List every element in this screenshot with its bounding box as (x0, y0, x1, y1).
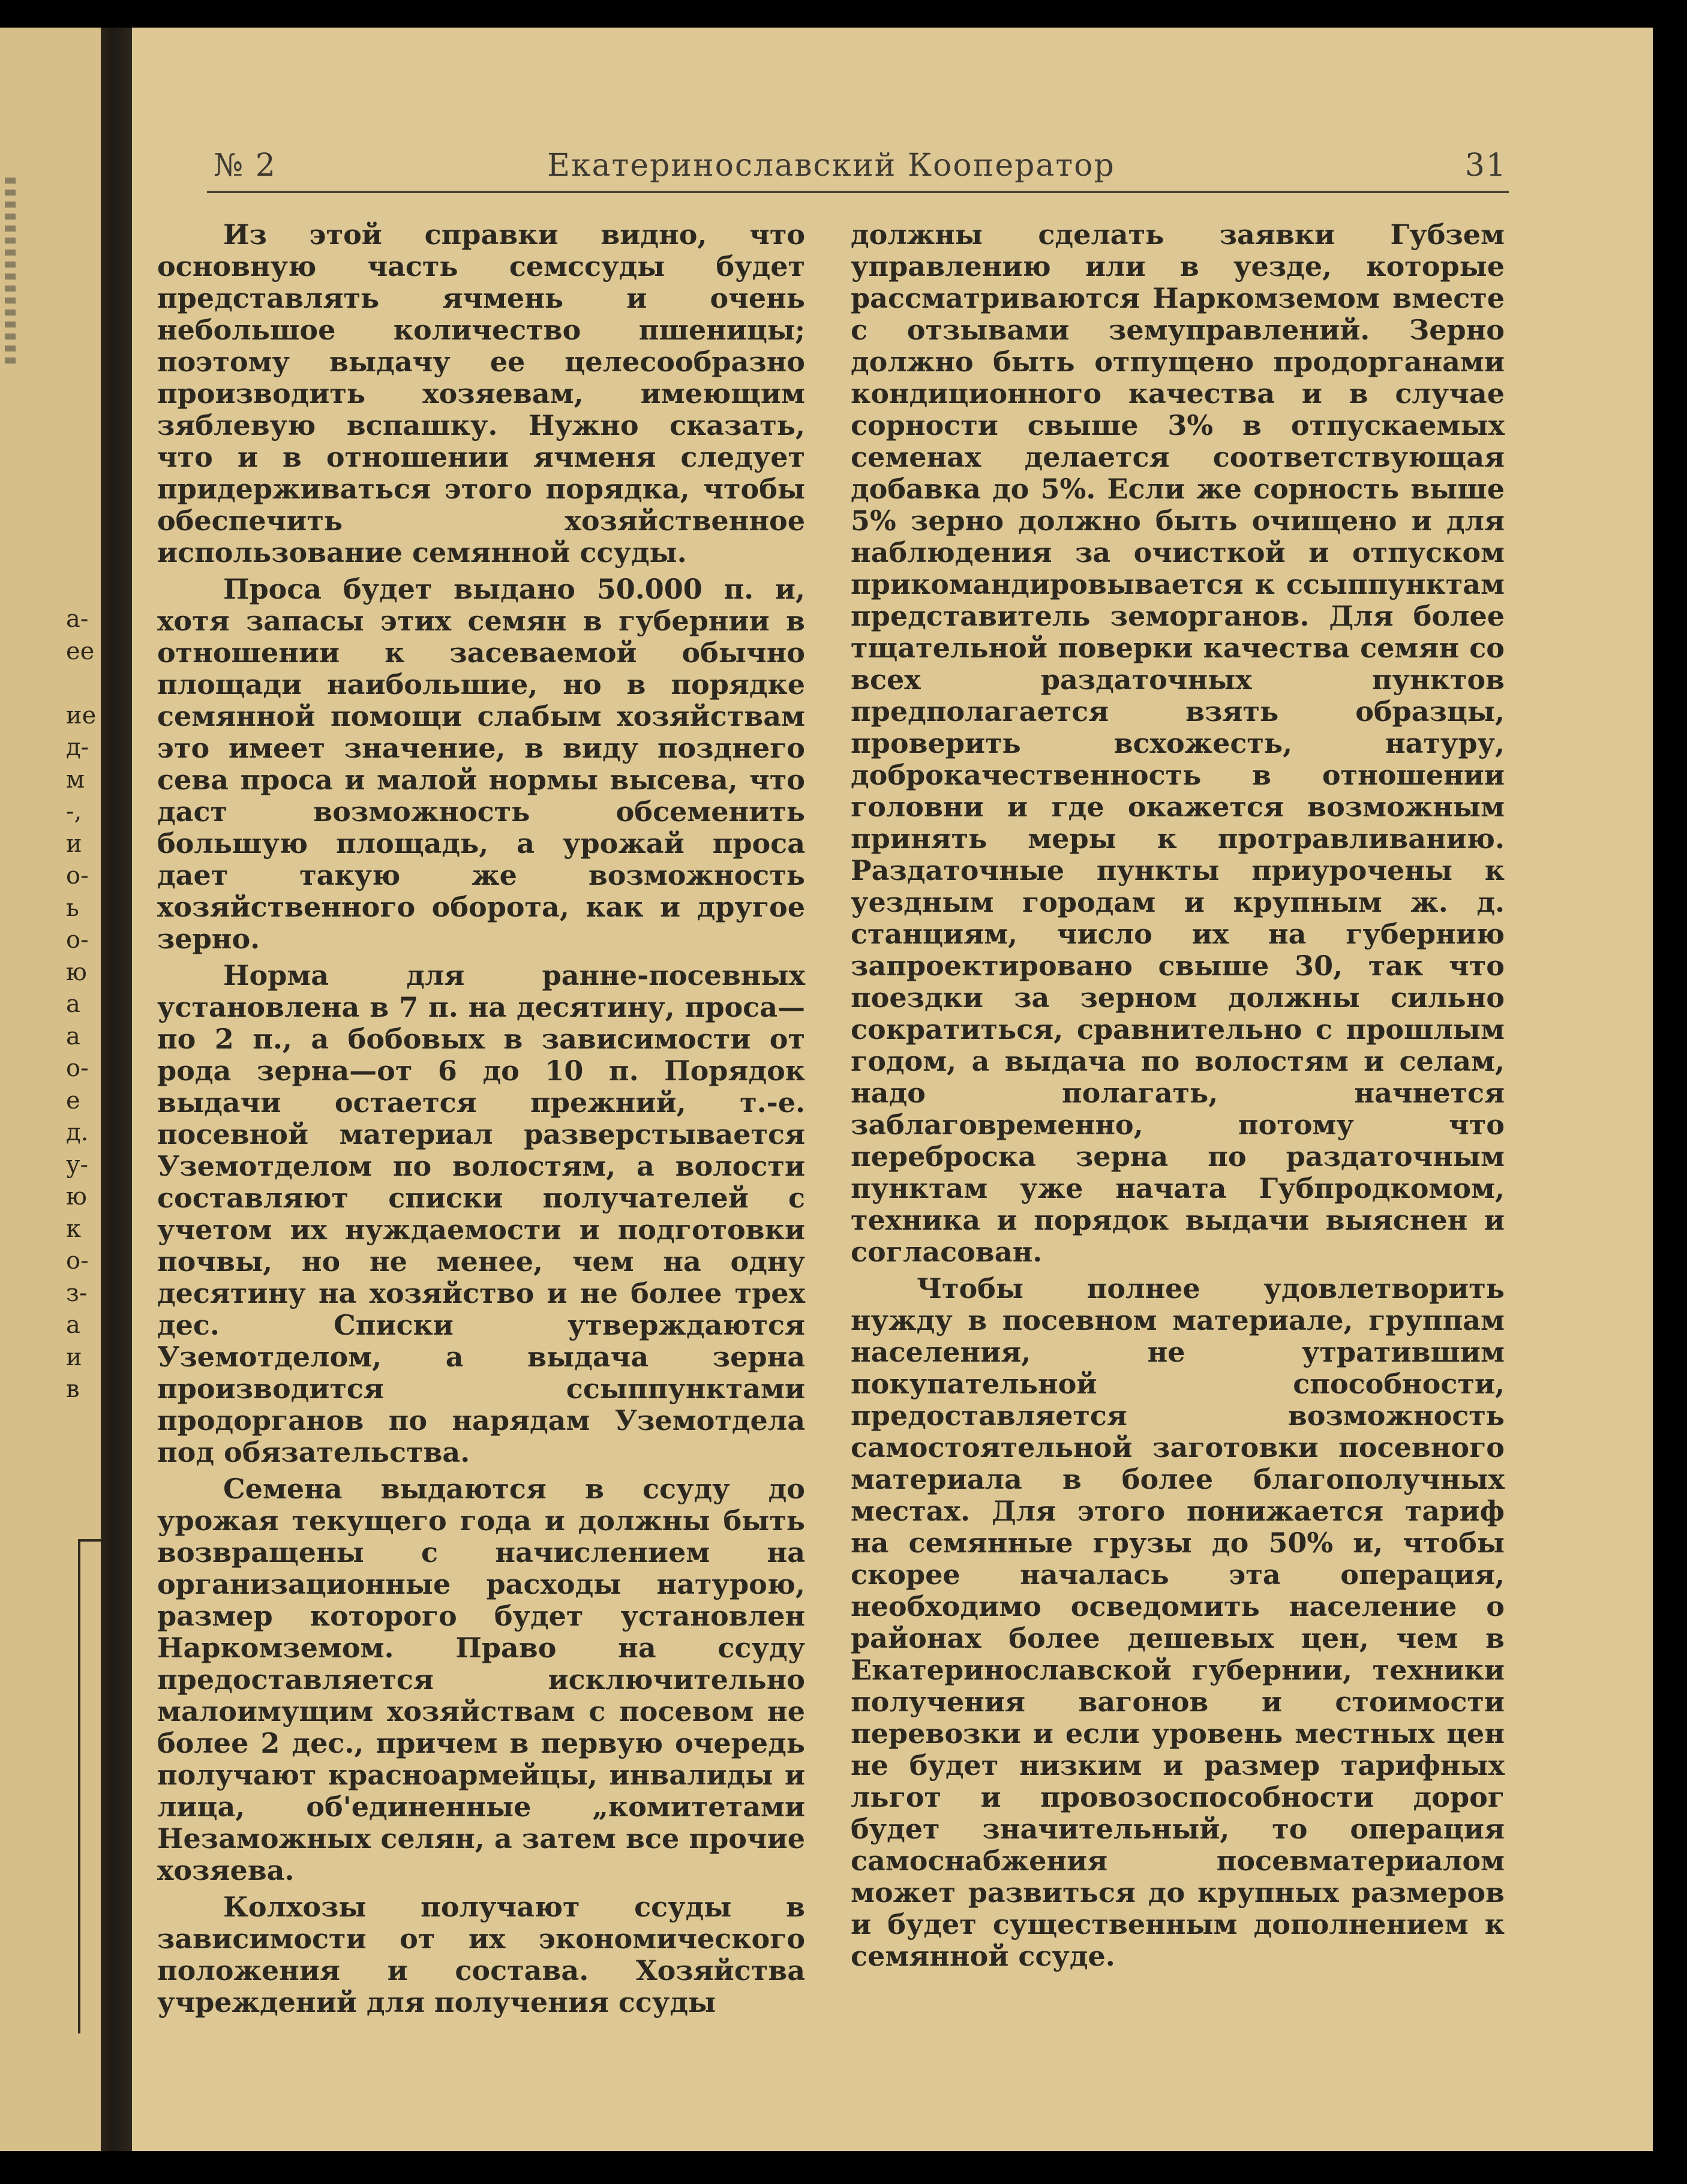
previous-page-marks (5, 178, 16, 369)
paragraph: Семена выдаются в ссуду до урожая текущего года и должны быть возвращены с начислением на организационные расходы натурою, размер которого будет установлен Наркомземом. Право на ссуду предоставляется исключительно малоимущим хозяйствам с посевом не более 2 дес., причем в первую очередь получают красноармейцы, инвалиды и лица, об'единенные „комитетами Незаможных селян, а затем все прочие хозяева. (157, 1473, 805, 1886)
journal-title: Екатеринославский Кооператор (547, 148, 1115, 184)
paragraph: Из этой справки видно, что основную часть семссуды будет представлять ячмень и очень небольшое количество пшеницы; поэтому выдачу ее целесообразно производить хозяевам, имеющим зяблевую вспашку. Нужно сказать, что и в отношении ячменя следует придерживаться этого порядка, чтобы обеспечить хозяйственное использование семянной ссуды. (157, 218, 805, 569)
right-column (851, 219, 1505, 1972)
book-spine (101, 28, 132, 2151)
previous-page-text-fragments: а- ее ие д- м -, и о- ь о- ю а а о- е д. у- ю к о- з- а и в (66, 605, 97, 1403)
running-header (211, 148, 1507, 190)
paragraph: Колхозы получают ссуды в зависимости от их экономического положения и состава. Хозяйства учреждений для получения ссуды (157, 1891, 805, 2018)
paragraph-continuation: должны сделать заявки Губзем управлению или в уезде, которые рассматриваются Наркомземом вместе с отзывами земуправлений. Зерно должно быть отпущено продорганами кондиционного качества и в случае сорности свыше 3% в отпускаемых семенах делается соответствующая добавка до 5%. Если же сорность выше 5% зерно должно быть очищено и для наблюдения за очисткой и отпуском прикомандировывается к ссыппунктам представитель земорганов. Для более тщательной поверки качества семян со всех раздаточных пунктов предполагается взять образцы, проверить всхожесть, натуру, доброкачественность в отношении головни и где окажется возможным принять меры к протравливанию. Раздаточные пункты приурочены к уездным городам и крупным ж. д. станциям, число их на губернию запроектировано свыше 30, так что поездки за зерном должны сильно сократиться, сравнительно с прошлым годом, а выдача по волостям и селам, надо полагать, начнется заблаговременно, потому что переброска зерна по раздаточным пунктам уже начата Губпродкомом, техника и порядок выдачи выяснен и согласован. (851, 218, 1505, 1268)
left-column (157, 219, 805, 2018)
paragraph: Чтобы полнее удовлетворить нужду в посевном материале, группам населения, не утратившим покупательной способности, предоставляется возможность самостоятельной заготовки посевного материала в более благополучных местах. Для этого понижается тариф на семянные грузы до 50% и, чтобы скорее началась эта операция, необходимо осведомить население о районах более дешевых цен, чем в Екатеринославской губернии, техники получения вагонов и стоимости перевозки и если уровень местных цен не будет низким и размер тарифных льгот и провозоспособности дорог будет значительный, то операция самоснабжения посевматериалом может развиться до крупных размеров и будет существенным дополнением к семянной ссуде. (851, 1272, 1505, 1972)
previous-page-box (78, 1539, 103, 2033)
previous-page-edge (0, 28, 101, 2151)
header-rule (207, 191, 1509, 193)
page-number: 31 (1464, 148, 1507, 184)
issue-number: № 2 (214, 148, 277, 184)
paragraph: Норма для ранне-посевных установлена в 7 п. на десятину, проса— по 2 п., а бобовых в зависимости от рода зерна—от 6 до 10 п. Порядок выдачи остается прежний, т.-е. посевной материал разверстывается Уземотделом по волостям, а волости составляют списки получателей с учетом их нуждаемости и подготовки почвы, но не менее, чем на одну десятину на хозяйство и не более трех дес. Списки утверждаются Уземотделом, а выдача зерна производится ссыппунктами продорганов по нарядам Уземотдела под обязательства. (157, 959, 805, 1468)
paragraph: Проса будет выдано 50.000 п. и, хотя запасы этих семян в губернии в отношении к засеваемой обычно площади наибольшие, но в порядке семянной помощи слабым хозяйствам это имеет значение, в виду позднего сева проса и малой нормы высева, что даст возможность обсеменить большую площадь, а урожай проса дает такую же возможность хозяйственного оборота, как и другое зерно. (157, 573, 805, 955)
